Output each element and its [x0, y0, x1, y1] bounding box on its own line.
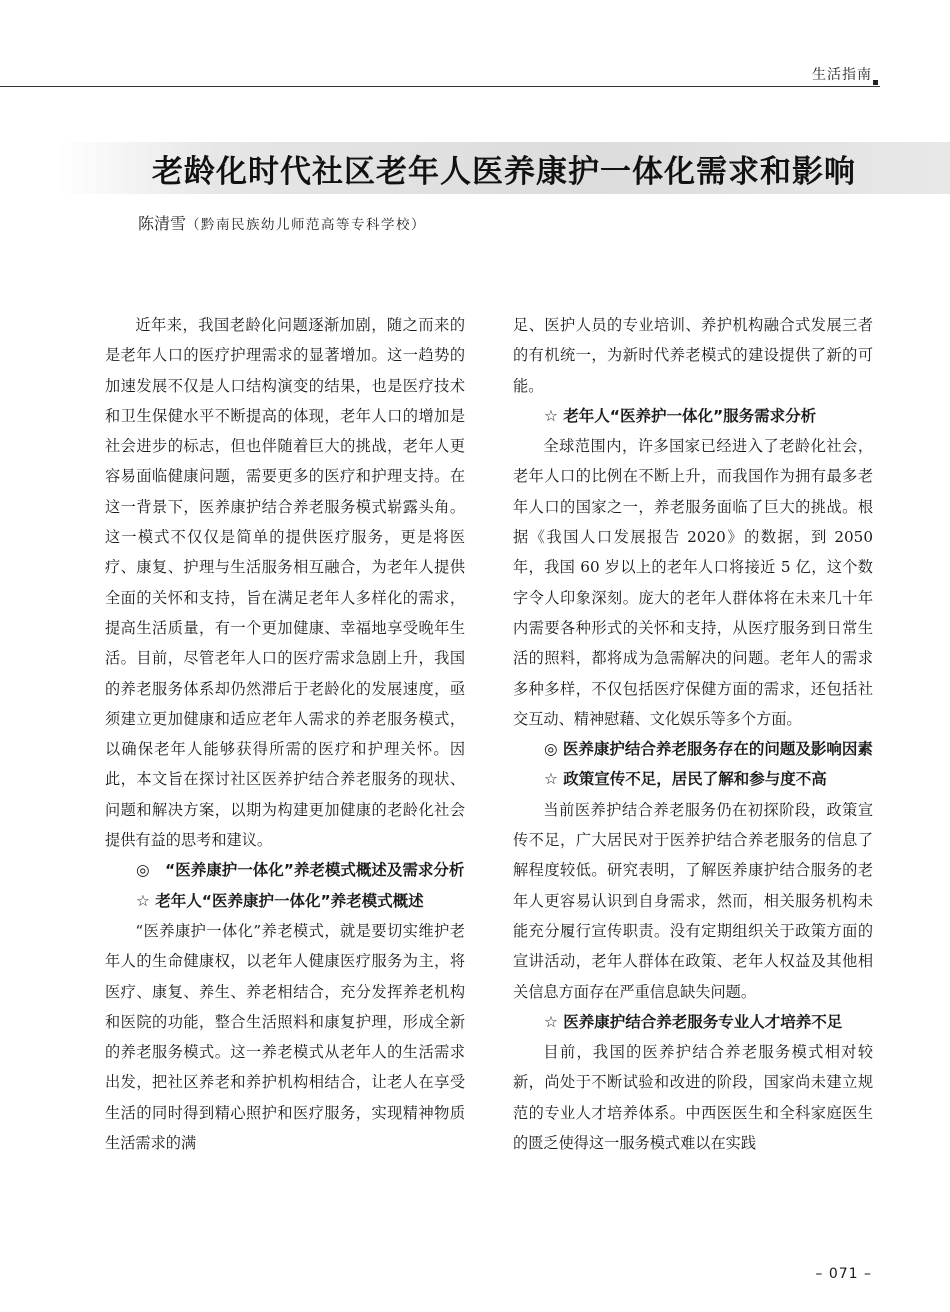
subheading-talent: ☆ 医养康护结合养老服务专业人才培养不足	[544, 1012, 843, 1031]
policy-paragraph: 当前医养护结合养老服务仍在初探阶段，政策宣传不足，广大居民对于医养护结合养老服务的信息了解程度较低。研究表明，了解医养康护结合服务的老年人更容易认识到自身需求，然而，相关服务机构未能充分履行宣传职责。没有定期组织关于政策方面的宣讲活动，老年人群体在政策、老年人权益及其他相关信息方面存在严重信息缺失问题。	[513, 800, 873, 1001]
header-rule	[0, 86, 880, 87]
talent-paragraph: 目前，我国的医养护结合养老服务模式相对较新，尚处于不断试验和改进的阶段，国家尚未建立规范的专业人才培养体系。中西医医生和全科家庭医生的匮乏使得这一服务模式难以在实践	[513, 1043, 873, 1153]
needs-analysis-paragraph: 全球范围内，许多国家已经进入了老龄化社会，老年人口的比例在不断上升，而我国作为拥有最多老年人口的国家之一，养老服务面临了巨大的挑战。根据《我国人口发展报告 2020》的数据，到 2050 年，我国 60 岁以上的老年人口将接近 5 亿，这个数字令人印象深刻。庞大的老年人群体将在未来几十年内需要各种形式的关怀和支持，从医疗服务到日常生活的照料，都将成为急需解决的问题。老年人的需求多种多样，不仅包括医疗保健方面的需求，还包括社交互动、精神慰藉、文化娱乐等多个方面。	[513, 437, 873, 728]
author-name: 陈清雪	[138, 214, 187, 233]
subheading-needs-analysis: ☆ 老年人“医养护一体化”服务需求分析	[544, 406, 817, 425]
section-heading-overview: ◎ “医养康护一体化”养老模式概述及需求分析	[136, 861, 465, 880]
author-affiliation: （黔南民族幼儿师范高等专科学校）	[186, 217, 427, 233]
subheading-policy: ☆ 政策宣传不足，居民了解和参与度不高	[544, 770, 827, 789]
page-number: – 071 –	[815, 1266, 872, 1282]
author-line	[138, 211, 426, 234]
right-column	[513, 310, 873, 1158]
intro-paragraph: 近年来，我国老龄化问题逐渐加剧，随之而来的是老年人口的医疗护理需求的显著增加。这一趋势的加速发展不仅是人口结构演变的结果，也是医疗技术和卫生保健水平不断提高的体现，老年人口的增加是社会进步的标志，但也伴随着巨大的挑战，老年人更容易面临健康问题，需要更多的医疗和护理支持。在这一背景下，医养康护结合养老服务模式崭露头角。这一模式不仅仅是简单的提供医疗服务，更是将医疗、康复、护理与生活服务相互融合，为老年人提供全面的关怀和支持，旨在满足老年人多样化的需求，提高生活质量，有一个更加健康、幸福地享受晚年生活。目前，尽管老年人口的医疗需求急剧上升，我国的养老服务体系却仍然滞后于老龄化的发展速度，亟须建立更加健康和适应老年人需求的养老服务模式，以确保老年人能够获得所需的医疗和护理关怀。因此，本文旨在探讨社区医养护结合养老服务的现状、问题和解决方案，以期为构建更加健康的老龄化社会提供有益的思考和建议。	[105, 316, 465, 850]
model-overview-paragraph: “医养康护一体化”养老模式，就是要切实维护老年人的生命健康权，以老年人健康医疗服务为主，将医疗、康复、养生、养老相结合，充分发挥养老机构和医院的功能，整合生活照料和康复护理，形成全新的养老服务模式。这一养老模式从老年人的生活需求出发，把社区养老和养护机构相结合，让老人在享受生活的同时得到精心照护和医疗服务，实现精神物质生活需求的满	[105, 921, 465, 1153]
article-title: 老龄化时代社区老年人医养康护一体化需求和影响	[152, 154, 856, 190]
left-column	[105, 310, 465, 1158]
section-heading-problems: ◎ 医养康护结合养老服务存在的问题及影响因素	[544, 740, 873, 759]
continued-paragraph: 足、医护人员的专业培训、养护机构融合式发展三者的有机统一，为新时代养老模式的建设提供了新的可能。	[513, 316, 873, 395]
section-dot	[873, 80, 878, 85]
section-tag: 生活指南	[812, 67, 872, 83]
subheading-model-overview: ☆ 老年人“医养康护一体化”养老模式概述	[136, 891, 424, 910]
